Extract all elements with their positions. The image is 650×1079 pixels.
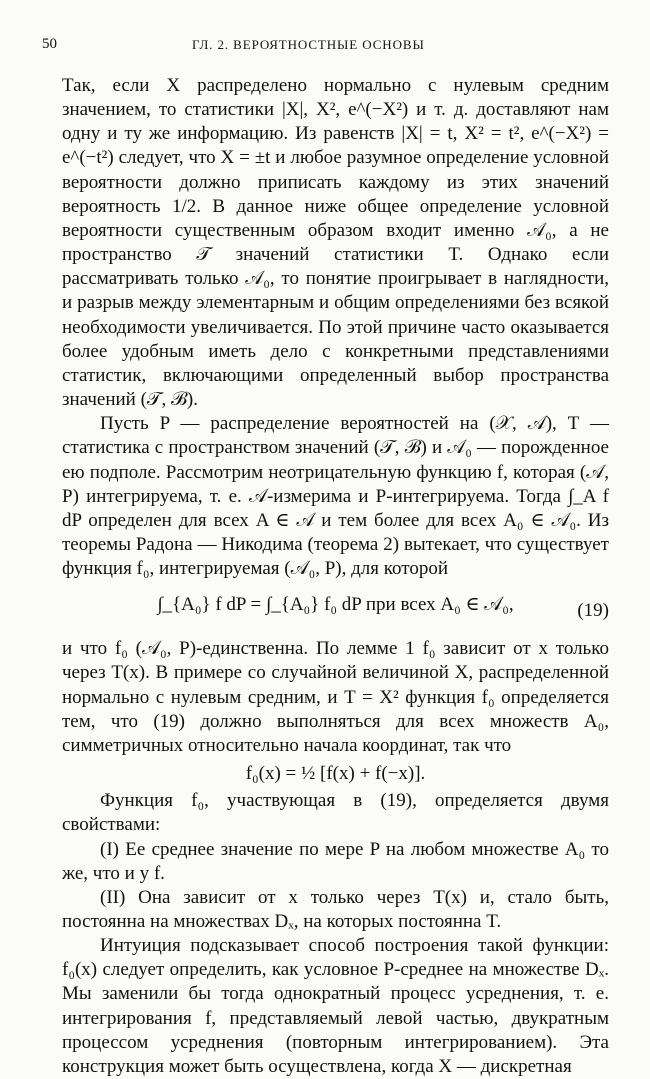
page-header	[42, 36, 608, 58]
paragraph-5: Интуиция подсказывает способ построения такой функции: f₀(x) следует определить, как условное P-среднее на множестве Dₓ. Мы заменили бы тогда однократный процесс усреднения, т. е. интегрирования f, представляемый левой частью, двукратным процессом усреднения (повторным интегрированием). Эта конструкция может быть осуществлена, когда X — дискретная	[62, 935, 609, 1077]
equation-19	[62, 585, 609, 635]
property-2: (II) Она зависит от x только через T(x) и, стало быть, постоянна на множествах Dₓ, на которых постоянна T.	[62, 886, 609, 932]
equation-19-body: ∫_{A₀} f dP = ∫_{A₀} f₀ dP при всех A₀ ∈ 𝒜₀,	[157, 594, 514, 616]
equation-symmetric: f₀(x) = ½ [f(x) + f(−x)].	[245, 763, 426, 785]
paragraph-3: и что f₀ (𝒜₀, P)-единственна. По лемме 1 f₀ зависит от x только через T(x). В примере со случайной величиной X, распределенной нормально с нулевым средним, и T = X² функция f₀ определяется тем, что (19) должно выполняться для всех множеств A₀, симметричных относительно начала координат, так что	[62, 638, 609, 756]
page-body	[62, 74, 609, 1079]
paragraph-4: Функция f₀, участвующая в (19), определяется двумя свойствами:	[62, 790, 609, 836]
page-number: 50	[42, 36, 57, 52]
property-1: (I) Ее среднее значение по мере P на любом множестве A₀ то же, что и у f.	[62, 838, 609, 884]
running-head: ГЛ. 2. ВЕРОЯТНОСТНЫЕ ОСНОВЫ	[192, 37, 425, 52]
paragraph-2: Пусть P — распределение вероятностей на (𝒳, 𝒜), T — статистика с пространством значений (𝒯, ℬ) и 𝒜₀ — порожденное ею подполе. Рассмотрим неотрицательную функцию f, которая (𝒜, P) интегрируема, т. е. 𝒜-измерима и P-интегрируема. Тогда ∫_A f dP определен для всех A ∈ 𝒜 и тем более для всех A₀ ∈ 𝒜₀. Из теоремы Радона — Никодима (теорема 2) вытекает, что существует функция f₀, интегрируемая (𝒜₀, P), для которой	[62, 413, 609, 580]
paragraph-1: Так, если X распределено нормально с нулевым средним значением, то статистики |X|, X², e^(−X²) и т. д. доставляют нам одну и ту же информацию. Из равенств |X| = t, X² = t², e^(−X²) = e^(−t²) следует, что X = ±t и любое разумное определение условной вероятности должно приписать каждому из этих значений вероятность 1/2. В данное ниже общее определение условной вероятности существенным образом входит именно 𝒜₀, а не пространство 𝒯 значений статистики T. Однако если рассматривать только 𝒜₀, то понятие проигрывает в наглядности, и разрыв между элементарным и общим определениями без всякой необходимости увеличивается. По этой причине часто оказывается более удобным иметь дело с конкретными представлениями статистик, включающими определенный выбор пространства значений (𝒯, ℬ).	[62, 75, 609, 411]
equation-number: (19)	[577, 600, 609, 622]
